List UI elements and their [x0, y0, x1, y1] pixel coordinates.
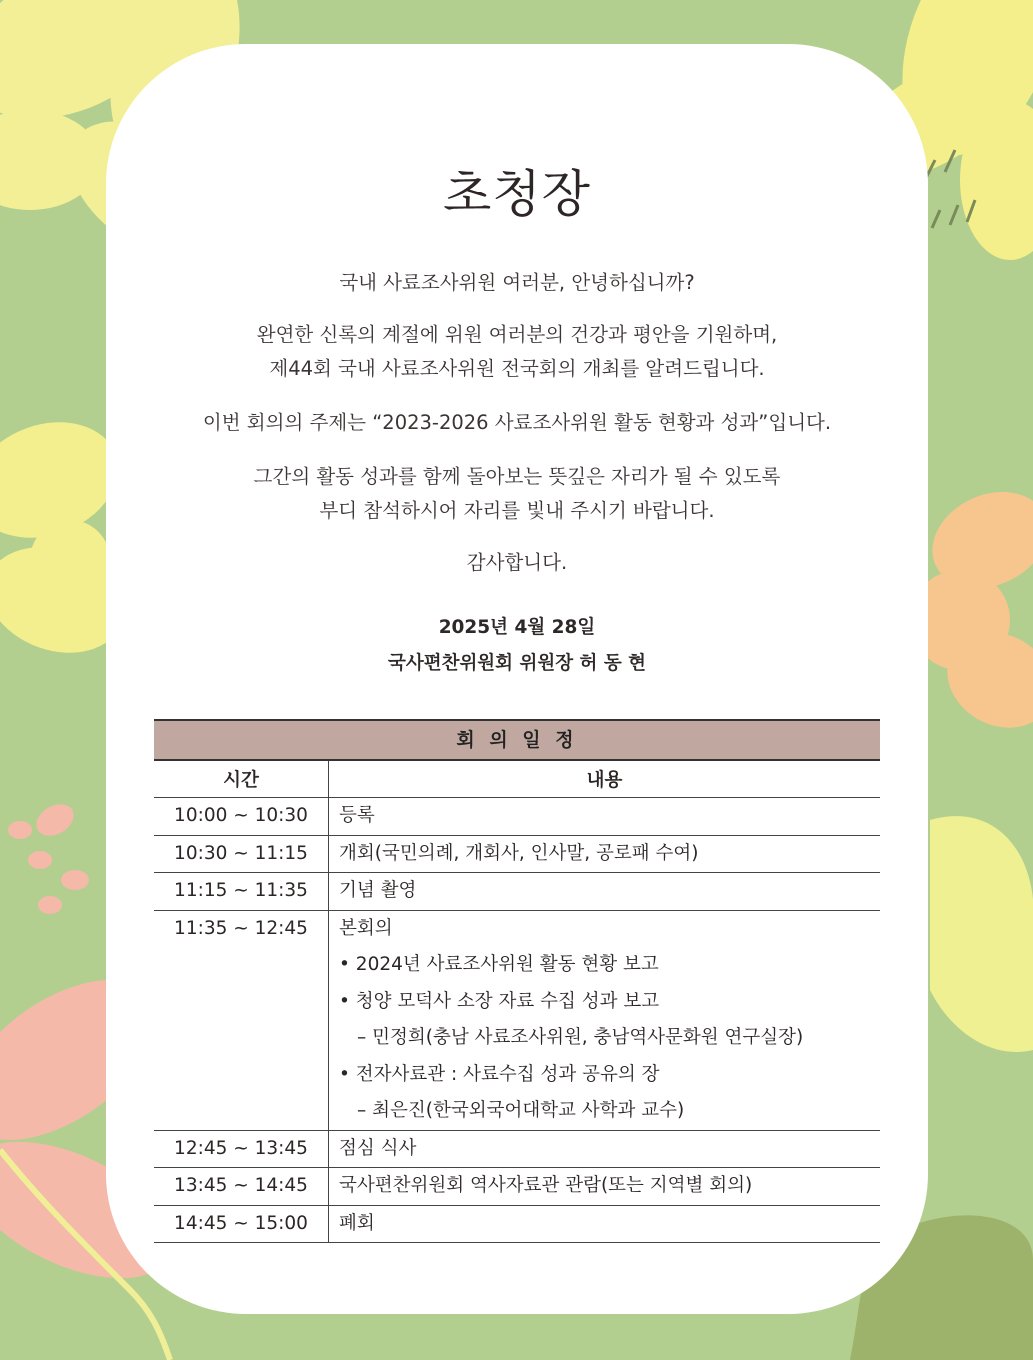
sub-item: – 민정희(충남 사료조사위원, 충남역사문화원 연구실장)	[357, 1027, 804, 1048]
table-row	[154, 873, 880, 911]
row-time	[154, 798, 329, 836]
sub-item: – 최은진(한국외국어대학교 사학과 교수)	[357, 1100, 685, 1121]
paragraph-1-line-1: 완연한 신록의 계절에 위원 여러분의 건강과 평안을 기원하며,	[256, 323, 778, 346]
row-time	[154, 1205, 329, 1243]
paragraph-3-line-2: 부디 참석하시어 자리를 빛내 주시기 바랍니다.	[319, 499, 715, 522]
content-text: 개회(국민의례, 개회사, 인사말, 공로패 수여)	[339, 842, 699, 864]
row-content	[329, 1205, 881, 1243]
row-content	[329, 910, 881, 1130]
table-row	[154, 910, 880, 1130]
content-text: 국사편찬위원회 역사자료관 관람(또는 지역별 회의)	[339, 1175, 753, 1196]
column-header-content: 내용	[329, 761, 881, 798]
table-row	[154, 1205, 880, 1243]
row-content	[329, 798, 881, 836]
row-content	[329, 1130, 881, 1168]
content-text: 등록	[339, 805, 375, 826]
content-text: 본회의	[339, 917, 393, 939]
row-content	[329, 873, 881, 911]
paragraph-3-line-1: 그간의 활동 성과를 함께 돌아보는 뜻깊은 자리가 될 수 있도록	[253, 465, 781, 488]
content-text: 기념 촬영	[339, 880, 417, 901]
time-text: 13:45 ~ 14:45	[174, 1175, 308, 1196]
paragraph-1-line-2: 제44회 국내 사료조사위원 전국회의 개최를 알려드립니다.	[269, 357, 765, 380]
signer-text: 국사편찬위원회 위원장 허 동 현	[387, 653, 647, 674]
content-text: 점심 식사	[339, 1137, 417, 1159]
time-text: 10:30 ~ 11:15	[174, 842, 308, 864]
time-text: 12:45 ~ 13:45	[174, 1137, 308, 1159]
row-time	[154, 910, 329, 1130]
table-row	[154, 1130, 880, 1168]
row-time	[154, 1168, 329, 1206]
row-time	[154, 835, 329, 873]
time-text: 11:15 ~ 11:35	[174, 880, 308, 901]
content-text: 폐회	[339, 1212, 375, 1234]
table-row	[154, 1168, 880, 1206]
table-row	[154, 835, 880, 873]
date-text: 2025년 4월 28일	[438, 617, 596, 638]
row-content	[329, 835, 881, 873]
greeting-text: 국내 사료조사위원 여러분, 안녕하십니까?	[339, 271, 695, 294]
schedule-table	[154, 719, 880, 1243]
row-time	[154, 873, 329, 911]
bullet-item: • 전자사료관 : 사료수집 성과 공유의 장	[339, 1063, 660, 1085]
schedule-grid	[154, 761, 880, 1243]
thanks-text: 감사합니다.	[466, 551, 568, 574]
column-header-time: 시간	[154, 761, 329, 798]
table-row	[154, 798, 880, 836]
time-text: 11:35 ~ 12:45	[174, 917, 308, 939]
bullet-item: • 2024년 사료조사위원 활동 현황 보고	[339, 954, 659, 975]
time-text: 14:45 ~ 15:00	[174, 1212, 308, 1234]
row-content	[329, 1168, 881, 1206]
row-time	[154, 1130, 329, 1168]
bullet-item: • 청양 모덕사 소장 자료 수집 성과 보고	[339, 990, 660, 1012]
page-title: 초청장	[443, 165, 591, 223]
time-text: 10:00 ~ 10:30	[174, 805, 308, 826]
schedule-heading: 회 의 일 정	[154, 719, 880, 761]
paragraph-2: 이번 회의의 주제는 “2023-2026 사료조사위원 활동 현황과 성과”입니다.	[202, 411, 832, 434]
